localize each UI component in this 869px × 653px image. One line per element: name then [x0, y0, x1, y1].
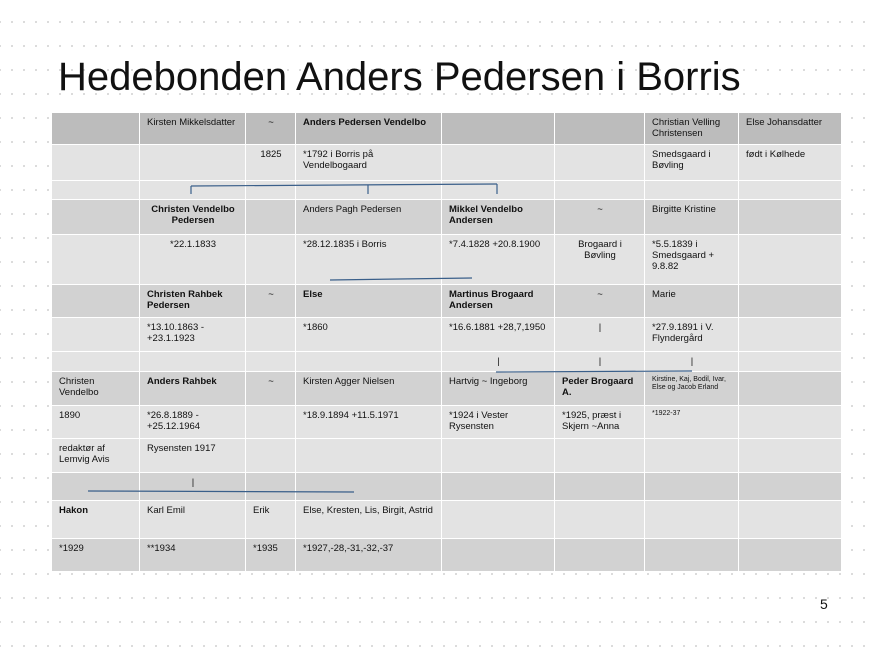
table-cell: *13.10.1863 - +23.1.1923 — [140, 318, 246, 352]
table-cell: 1890 — [52, 406, 140, 439]
table-cell: *26.8.1889 - +25.12.1964 — [140, 406, 246, 439]
table-cell: Anders Pedersen Vendelbo — [296, 113, 442, 145]
table-cell — [246, 200, 296, 235]
table-row — [52, 145, 842, 181]
table-row — [52, 113, 842, 145]
table-cell: ~ — [555, 285, 645, 318]
table-cell — [739, 501, 842, 539]
table-cell: | — [442, 352, 555, 372]
table-cell — [442, 113, 555, 145]
table-cell — [739, 352, 842, 372]
table-row — [52, 372, 842, 406]
table-cell: Kirstine, Kaj, Bodil, Ivar, Else og Jacob Erland — [645, 372, 739, 406]
table-cell — [246, 473, 296, 501]
table-cell: ~ — [555, 200, 645, 235]
table-row — [52, 181, 842, 200]
table-cell — [739, 473, 842, 501]
table-row — [52, 539, 842, 572]
table-cell — [246, 235, 296, 285]
table-cell: Anders Rahbek — [140, 372, 246, 406]
table-cell: Marie — [645, 285, 739, 318]
table-cell: *27.9.1891 i V. Flyndergård — [645, 318, 739, 352]
table-cell — [52, 352, 140, 372]
table-cell — [739, 318, 842, 352]
table-cell: 1825 — [246, 145, 296, 181]
table-row — [52, 439, 842, 473]
table-cell — [140, 352, 246, 372]
table-cell: *7.4.1828 +20.8.1900 — [442, 235, 555, 285]
table-cell — [296, 181, 442, 200]
table-cell — [555, 113, 645, 145]
slide-number: 5 — [820, 596, 828, 612]
table-cell — [442, 501, 555, 539]
table-cell: ~ — [246, 113, 296, 145]
table-cell — [52, 235, 140, 285]
table-cell: Christen Vendelbo Pedersen — [140, 200, 246, 235]
table-cell: | — [645, 352, 739, 372]
table-cell — [140, 181, 246, 200]
table-cell — [555, 501, 645, 539]
table-row — [52, 285, 842, 318]
table-cell — [739, 539, 842, 572]
table-cell: *1922-37 — [645, 406, 739, 439]
table-cell: *22.1.1833 — [140, 235, 246, 285]
table-row — [52, 406, 842, 439]
table-cell — [739, 200, 842, 235]
table-cell — [140, 145, 246, 181]
table-cell: ~ — [246, 372, 296, 406]
table-cell — [555, 145, 645, 181]
table-row — [52, 501, 842, 539]
table-cell: Else — [296, 285, 442, 318]
table-cell: | — [140, 473, 246, 501]
table-cell: Hartvig ~ Ingeborg — [442, 372, 555, 406]
table-cell — [739, 235, 842, 285]
table-cell — [246, 406, 296, 439]
table-cell — [246, 181, 296, 200]
table-cell — [645, 473, 739, 501]
table-cell — [442, 473, 555, 501]
table-cell — [52, 181, 140, 200]
table-row — [52, 318, 842, 352]
table-cell: Peder Brogaard A. — [555, 372, 645, 406]
table-cell — [442, 539, 555, 572]
table-cell — [739, 181, 842, 200]
table-cell — [739, 439, 842, 473]
table-cell: *1935 — [246, 539, 296, 572]
table-cell — [52, 145, 140, 181]
table-cell: *1860 — [296, 318, 442, 352]
table-cell — [555, 539, 645, 572]
table-cell — [739, 372, 842, 406]
table-cell — [645, 501, 739, 539]
table-cell — [645, 439, 739, 473]
table-cell — [246, 352, 296, 372]
table-cell — [52, 200, 140, 235]
table-row — [52, 235, 842, 285]
table-cell — [246, 439, 296, 473]
table-cell: Karl Emil — [140, 501, 246, 539]
table-cell: Brogaard i Bøvling — [555, 235, 645, 285]
slide-title: Hedebonden Anders Pedersen i Borris — [58, 55, 741, 99]
family-tree-table — [51, 112, 842, 572]
table-cell — [739, 285, 842, 318]
table-cell — [296, 473, 442, 501]
table-cell: Christen Rahbek Pedersen — [140, 285, 246, 318]
table-cell: Kirsten Agger Nielsen — [296, 372, 442, 406]
table-cell: redaktør af Lemvig Avis — [52, 439, 140, 473]
table-cell: Erik — [246, 501, 296, 539]
table-cell — [296, 352, 442, 372]
table-cell — [555, 181, 645, 200]
table-cell: *1924 i Vester Rysensten — [442, 406, 555, 439]
table-cell: Kirsten Mikkelsdatter — [140, 113, 246, 145]
table-cell: Birgitte Kristine — [645, 200, 739, 235]
table-cell: Mikkel Vendelbo Andersen — [442, 200, 555, 235]
table-cell: Smedsgaard i Bøvling — [645, 145, 739, 181]
table-cell: Christian Velling Christensen — [645, 113, 739, 145]
table-cell: *1927,-28,-31,-32,-37 — [296, 539, 442, 572]
table-cell: født i Kølhede — [739, 145, 842, 181]
table-row — [52, 473, 842, 501]
table-cell: Else Johansdatter — [739, 113, 842, 145]
table-cell: Anders Pagh Pedersen — [296, 200, 442, 235]
table-cell: *1925, præst i Skjern ~Anna — [555, 406, 645, 439]
table-row — [52, 352, 842, 372]
table-cell: *16.6.1881 +28,7,1950 — [442, 318, 555, 352]
table-cell — [442, 145, 555, 181]
table-cell: | — [555, 352, 645, 372]
table-cell: Rysensten 1917 — [140, 439, 246, 473]
table-cell — [645, 181, 739, 200]
table-cell: *5.5.1839 i Smedsgaard + 9.8.82 — [645, 235, 739, 285]
table-cell — [645, 539, 739, 572]
table-cell: Martinus Brogaard Andersen — [442, 285, 555, 318]
table-cell — [52, 473, 140, 501]
table-cell — [52, 318, 140, 352]
table-cell: ~ — [246, 285, 296, 318]
table-cell: | — [555, 318, 645, 352]
table-cell: Christen Vendelbo — [52, 372, 140, 406]
table-cell — [52, 113, 140, 145]
table-cell — [739, 406, 842, 439]
table-cell: *1929 — [52, 539, 140, 572]
table-cell — [442, 439, 555, 473]
table-cell: *18.9.1894 +11.5.1971 — [296, 406, 442, 439]
table-row — [52, 200, 842, 235]
table-cell — [296, 439, 442, 473]
table-cell: Hakon — [52, 501, 140, 539]
table-cell — [555, 473, 645, 501]
table-cell — [442, 181, 555, 200]
table-cell: Else, Kresten, Lis, Birgit, Astrid — [296, 501, 442, 539]
table-cell: **1934 — [140, 539, 246, 572]
table-cell — [52, 285, 140, 318]
table-cell — [246, 318, 296, 352]
table-cell: *1792 i Borris på Vendelbogaard — [296, 145, 442, 181]
table-cell: *28.12.1835 i Borris — [296, 235, 442, 285]
table-cell — [555, 439, 645, 473]
